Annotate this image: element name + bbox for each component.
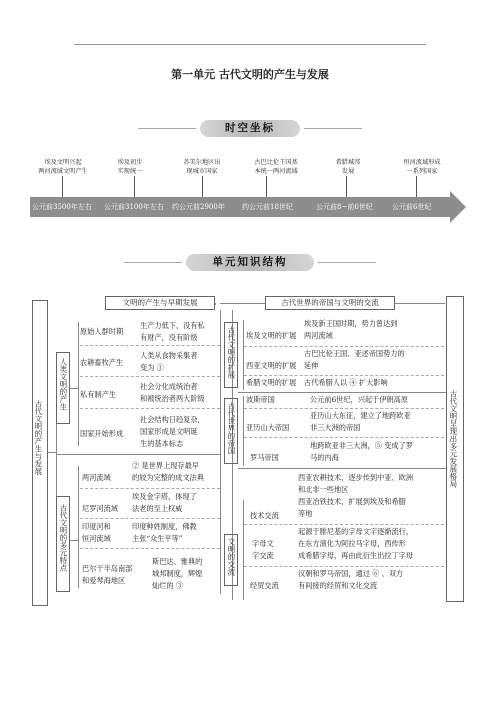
timeline-tick bbox=[266, 176, 267, 198]
timeline-tick bbox=[346, 176, 347, 198]
row-text: 地跨欧亚非三大洲，⑤ 变成了罗 马的内海 bbox=[310, 441, 413, 462]
timeline-date: 公元前6世纪 bbox=[392, 203, 432, 211]
row-text: 埃及新王国时期，势力曾达到 两河流域 bbox=[304, 319, 398, 340]
timeline-event: 埃及初步 实现统一 bbox=[117, 159, 143, 175]
connector bbox=[243, 500, 244, 600]
row-label: 埃及文明的扩展 bbox=[246, 331, 297, 340]
row-label: 波斯帝国 bbox=[246, 395, 275, 404]
timeline-event: 苏美尔地区出 现城市国家 bbox=[183, 159, 221, 175]
row-label: 巴尔干半岛南部 和爱琴海地区 bbox=[82, 564, 133, 585]
connector bbox=[243, 320, 244, 390]
left-header: 文明的产生与早期发展 bbox=[105, 296, 215, 310]
row-text: 古巴比伦王国、亚述帝国势力的 延伸 bbox=[304, 349, 405, 370]
divider bbox=[244, 346, 444, 347]
timeline-tick bbox=[134, 176, 135, 198]
row-label: 农耕畜牧产生 bbox=[80, 358, 124, 367]
group-label: 古代文明的扩展 bbox=[226, 326, 236, 379]
connector bbox=[220, 310, 221, 594]
timeline-arrow bbox=[450, 191, 466, 223]
divider bbox=[80, 548, 220, 549]
connector bbox=[243, 396, 244, 466]
divider bbox=[80, 376, 220, 377]
section-divider bbox=[238, 468, 446, 469]
row-label: 技术交流 bbox=[250, 511, 279, 520]
top-divider bbox=[74, 44, 426, 45]
timeline-tick bbox=[416, 176, 417, 198]
divider bbox=[244, 408, 444, 409]
row-text: 人类从食物采集者 变为 ① bbox=[140, 351, 198, 372]
section-divider bbox=[238, 392, 446, 393]
row-label: 尼罗河流域 bbox=[82, 504, 118, 513]
connector bbox=[395, 303, 445, 304]
row-text: 社会结构日趋复杂， 国家形成是文明诞 生的基本标志 bbox=[140, 415, 205, 448]
timeline-date: 约公元前18世纪 bbox=[242, 203, 293, 211]
row-label: 私有制产生 bbox=[80, 390, 116, 399]
row-text: 生产力低下，没有私 有财产，没有阶级 bbox=[140, 321, 205, 342]
right-header: 古代世界的帝国与文明的交流 bbox=[265, 296, 395, 310]
root-label: 古代文明的产生与发展 bbox=[33, 400, 43, 475]
row-text: 斯巴达、雅典的 城邦制度，辉煌 灿烂的 ③ bbox=[152, 557, 203, 590]
divider bbox=[244, 566, 444, 567]
row-text: 西亚农耕技术，逐步传到中亚、欧洲 和北非一些地区 西亚冶铁技术，扩展到埃及和希腊 等地 bbox=[298, 473, 414, 518]
timeline-banner: 时空坐标 bbox=[200, 120, 300, 137]
row-label: 西亚文明的扩展 bbox=[246, 361, 297, 370]
timeline-event: 古巴比伦王国基 本统一两河流域 bbox=[254, 159, 298, 175]
connector bbox=[70, 388, 78, 389]
row-text: 印度种姓制度，佛教 主张“众生平等” bbox=[132, 522, 197, 543]
group-label: 人类文明的产生 bbox=[58, 358, 68, 411]
row-label: 两河流域 bbox=[82, 473, 111, 482]
page-title: 第一单元 古代文明的产生与发展 bbox=[171, 68, 329, 81]
row-text: 古代希腊人以 ④ 扩大影响 bbox=[304, 378, 388, 387]
row-label: 国家开始形成 bbox=[80, 429, 124, 438]
timeline-date: 公元前8~前6世纪 bbox=[316, 203, 373, 211]
row-text: 社会分化成统治者 和被统治者两大阶级 bbox=[140, 382, 205, 403]
connector bbox=[48, 452, 56, 453]
section-divider bbox=[56, 454, 220, 455]
structure-banner: 单元知识结构 bbox=[186, 254, 314, 271]
timeline-event: 埃及文明兴起 两河流域文明产生 bbox=[38, 159, 88, 175]
row-text: ② 是世界上现存最早 的较为完整的成文法典 bbox=[132, 461, 204, 482]
row-text: 公元前6世纪，兴起于伊朗高原 bbox=[310, 395, 409, 404]
divider bbox=[244, 437, 444, 438]
row-label: 原始人群时期 bbox=[80, 327, 124, 336]
row-label: 亚历山大帝国 bbox=[246, 423, 290, 432]
row-label: 印度河和 恒河流域 bbox=[82, 522, 111, 543]
connector bbox=[215, 303, 216, 305]
group-label: 古代文明的多元特点 bbox=[58, 504, 68, 572]
connector bbox=[78, 466, 79, 588]
row-label: 希腊文明的扩展 bbox=[246, 378, 297, 387]
timeline-bar bbox=[30, 197, 450, 217]
row-text: 起源于腓尼基的字母文字逐渐流行， 在东方演化为阿拉马字母，西传形 成希腊字母，再由此衍生出拉丁字母 bbox=[298, 527, 414, 560]
divider bbox=[244, 524, 444, 525]
divider bbox=[80, 345, 220, 346]
row-text: 汉朝和罗马帝国，通过 ⑥ 、双方 有间接的经贸和文化交流 bbox=[298, 569, 404, 590]
divider bbox=[244, 375, 444, 376]
row-text: 亚历山大东征，建立了地跨欧亚 非三大洲的帝国 bbox=[310, 411, 411, 432]
side-label: 古代文明呈现出多元发展格局 bbox=[448, 390, 458, 488]
row-label: 字母文 字交流 bbox=[252, 539, 274, 560]
timeline-tick bbox=[202, 176, 203, 198]
row-text: 埃及金字塔，体现了 法老的至上权威 bbox=[132, 492, 197, 513]
group-label: 文明的交流 bbox=[226, 538, 236, 576]
timeline-date: 公元前3100年左右 bbox=[104, 203, 164, 211]
connector bbox=[78, 322, 79, 446]
group-label: 古代世界的帝国 bbox=[226, 402, 236, 455]
row-label: 经贸交流 bbox=[250, 581, 279, 590]
timeline-tick bbox=[62, 176, 63, 198]
connector bbox=[70, 540, 78, 541]
timeline-event: 恒河流域形成 一系列国家 bbox=[403, 159, 441, 175]
divider bbox=[80, 488, 220, 489]
row-label: 罗马帝国 bbox=[250, 453, 279, 462]
connector bbox=[220, 303, 265, 304]
timeline-date: 约公元前2900年 bbox=[172, 203, 225, 211]
divider bbox=[80, 408, 220, 409]
divider bbox=[80, 518, 220, 519]
timeline-event: 希腊城邦 发展 bbox=[335, 159, 361, 175]
timeline-date: 公元前3500年左右 bbox=[32, 203, 92, 211]
